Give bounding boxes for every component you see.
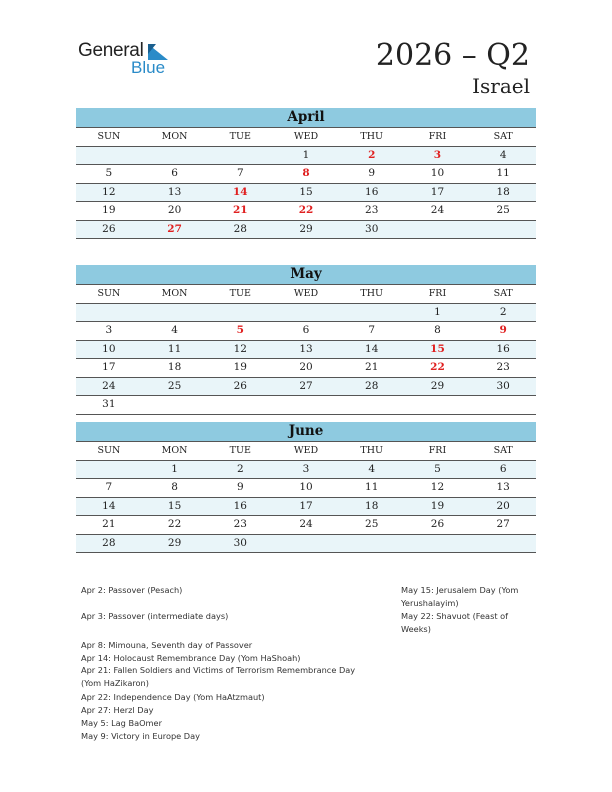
day-cell: 17 <box>299 499 313 512</box>
day-cell: 15 <box>167 499 182 512</box>
holiday-note: Yerushalayim) <box>401 598 459 608</box>
day-cell: 15 <box>299 185 313 198</box>
weekday-label: WED <box>293 131 319 142</box>
weekday-label: SAT <box>493 288 513 299</box>
day-cell <box>207 396 273 414</box>
holiday-note: Apr 3: Passover (intermediate days) <box>81 611 229 621</box>
day-cell: 29 <box>167 536 182 549</box>
holiday-date: 5 <box>236 324 244 336</box>
day-cell <box>76 461 142 479</box>
day-cell: 18 <box>365 499 379 512</box>
logo-word-blue: Blue <box>131 58 166 77</box>
day-cell: 5 <box>434 462 441 475</box>
weekday-label: TUE <box>229 131 251 142</box>
day-cell: 16 <box>496 342 510 355</box>
holiday-date: 22 <box>298 204 314 216</box>
day-cell: 7 <box>368 324 376 336</box>
day-cell: 17 <box>430 185 445 198</box>
weekday-label: THU <box>360 131 384 142</box>
month-may <box>76 265 536 415</box>
day-cell: 27 <box>496 518 510 530</box>
holiday-note: Apr 21: Fallen Soldiers and Victims of Terrorism Remembrance Day <box>81 665 356 675</box>
holiday-date: 15 <box>430 342 445 355</box>
page-title: 2026 – Q2 <box>375 38 530 73</box>
week-row <box>76 396 536 415</box>
month-june <box>76 422 536 553</box>
day-cell: 1 <box>171 462 178 475</box>
weekday-label: THU <box>360 445 384 456</box>
weekday-label: FRI <box>428 131 447 142</box>
day-cell: 6 <box>171 167 178 179</box>
holiday-date: 3 <box>433 148 442 161</box>
week-row <box>76 535 536 554</box>
week-row <box>76 202 536 221</box>
weekday-label: TUE <box>229 445 251 456</box>
day-cell: 14 <box>365 342 379 355</box>
week-row <box>76 516 536 535</box>
day-cell <box>470 396 536 414</box>
day-cell: 16 <box>233 499 247 512</box>
day-cell: 30 <box>496 379 510 392</box>
weekday-label: WED <box>293 288 319 299</box>
day-cell <box>273 396 339 414</box>
weekday-label: TUE <box>229 288 251 299</box>
day-cell: 30 <box>233 536 247 549</box>
day-cell <box>76 304 142 322</box>
week-row <box>76 479 536 498</box>
day-cell <box>339 304 405 322</box>
day-cell <box>142 147 208 165</box>
weekday-label: MON <box>161 131 188 142</box>
day-cell: 25 <box>167 379 182 392</box>
week-row <box>76 165 536 184</box>
logo-word-general: General <box>78 40 144 61</box>
week-row <box>76 147 536 166</box>
day-cell: 8 <box>434 324 441 336</box>
holiday-date: 21 <box>232 204 248 216</box>
day-cell <box>405 535 471 553</box>
holiday-note: Apr 27: Herzl Day <box>81 705 154 715</box>
month-title: June <box>76 422 536 442</box>
day-cell: 4 <box>368 462 376 475</box>
month-april <box>76 108 536 239</box>
day-cell <box>470 535 536 553</box>
day-cell: 14 <box>102 499 116 512</box>
day-cell: 11 <box>496 167 510 179</box>
week-row <box>76 304 536 323</box>
holiday-date: 22 <box>430 361 445 373</box>
day-cell: 19 <box>430 499 445 512</box>
day-cell: 4 <box>499 148 507 161</box>
week-row <box>76 498 536 517</box>
day-cell <box>273 304 339 322</box>
day-cell <box>142 304 208 322</box>
month-title: April <box>76 108 536 128</box>
day-cell <box>339 396 405 414</box>
week-row <box>76 461 536 480</box>
holiday-date: 14 <box>232 185 248 198</box>
day-cell <box>470 221 536 239</box>
day-cell: 19 <box>102 204 116 216</box>
day-cell: 29 <box>299 222 313 235</box>
weekday-label: SUN <box>97 288 121 299</box>
day-cell: 21 <box>102 518 116 530</box>
month-title: May <box>76 265 536 285</box>
day-cell <box>405 221 471 239</box>
holiday-note: Apr 14: Holocaust Remembrance Day (Yom HaShoah) <box>81 653 301 663</box>
day-cell: 2 <box>499 305 507 318</box>
day-cell <box>76 147 142 165</box>
week-row <box>76 378 536 397</box>
day-cell: 8 <box>171 481 178 493</box>
day-cell: 13 <box>299 342 313 355</box>
day-cell <box>142 396 208 414</box>
day-cell: 13 <box>167 185 182 198</box>
day-cell <box>273 535 339 553</box>
day-cell: 27 <box>299 379 313 392</box>
week-row <box>76 221 536 240</box>
day-cell: 21 <box>365 361 379 373</box>
day-cell: 1 <box>434 305 441 318</box>
holiday-date: 8 <box>302 167 310 179</box>
weekday-label: MON <box>161 445 188 456</box>
weekday-label: SUN <box>97 445 121 456</box>
day-cell: 6 <box>499 462 507 475</box>
day-cell <box>207 304 273 322</box>
day-cell: 29 <box>430 379 445 392</box>
day-cell: 18 <box>167 361 182 373</box>
day-cell: 25 <box>365 518 379 530</box>
day-cell: 13 <box>496 481 510 493</box>
day-cell: 16 <box>365 185 379 198</box>
weekday-label: SUN <box>97 131 121 142</box>
day-cell: 4 <box>171 324 178 336</box>
holiday-note: May 22: Shavuot (Feast of <box>401 611 509 621</box>
day-cell <box>405 396 471 414</box>
weekday-label: FRI <box>428 288 447 299</box>
holiday-note: May 15: Jerusalem Day (Yom <box>401 585 519 595</box>
day-cell: 7 <box>105 481 113 493</box>
day-cell: 10 <box>299 481 313 493</box>
day-cell: 23 <box>365 204 379 216</box>
day-cell: 3 <box>105 324 113 336</box>
day-cell: 20 <box>299 361 313 373</box>
day-cell: 28 <box>233 222 247 235</box>
holiday-date: 2 <box>368 148 376 161</box>
day-cell: 11 <box>167 342 182 355</box>
weekday-label: THU <box>360 288 384 299</box>
day-cell: 20 <box>167 204 182 216</box>
holiday-note: May 9: Victory in Europe Day <box>81 731 200 741</box>
day-cell: 20 <box>496 499 510 512</box>
holiday-date: 27 <box>167 222 182 235</box>
week-row <box>76 341 536 360</box>
day-cell: 19 <box>233 361 247 373</box>
weekday-label: MON <box>161 288 188 299</box>
day-cell: 24 <box>299 518 313 530</box>
day-cell: 12 <box>102 185 116 198</box>
day-cell: 18 <box>496 185 510 198</box>
day-cell: 6 <box>302 324 310 336</box>
week-row <box>76 359 536 378</box>
day-cell: 17 <box>102 361 116 373</box>
day-cell: 23 <box>496 361 510 373</box>
day-cell: 22 <box>167 518 182 530</box>
holiday-note: Apr 2: Passover (Pesach) <box>81 585 183 595</box>
holiday-note: Apr 8: Mimouna, Seventh day of Passover <box>81 640 253 650</box>
day-cell: 30 <box>365 222 379 235</box>
day-cell: 26 <box>233 379 247 392</box>
holiday-note: May 5: Lag BaOmer <box>81 718 162 728</box>
day-cell: 9 <box>236 481 244 493</box>
day-cell: 28 <box>365 379 379 392</box>
day-cell: 31 <box>102 398 116 410</box>
holiday-note: Apr 22: Independence Day (Yom HaAtzmaut) <box>81 692 265 702</box>
day-cell: 3 <box>302 462 310 475</box>
weekday-label: SAT <box>493 445 513 456</box>
day-cell: 12 <box>233 342 247 355</box>
holiday-note: (Yom HaZikaron) <box>81 678 149 688</box>
logo <box>78 40 178 80</box>
country-name: Israel <box>472 74 530 98</box>
day-cell: 23 <box>233 518 247 530</box>
day-cell: 10 <box>430 167 445 179</box>
holiday-note: Weeks) <box>401 624 431 634</box>
day-cell: 12 <box>430 481 445 493</box>
day-cell: 26 <box>430 518 445 530</box>
day-cell: 26 <box>102 222 116 235</box>
weekday-label: FRI <box>428 445 447 456</box>
week-row <box>76 184 536 203</box>
weekday-label: WED <box>293 445 319 456</box>
week-row <box>76 322 536 341</box>
day-cell: 1 <box>302 148 310 161</box>
day-cell: 2 <box>236 462 244 475</box>
day-cell: 11 <box>365 481 379 493</box>
day-cell <box>339 535 405 553</box>
day-cell: 28 <box>102 536 116 549</box>
holiday-date: 9 <box>499 324 507 336</box>
weekday-label: SAT <box>493 131 513 142</box>
weekday-header-row <box>76 128 536 147</box>
day-cell: 9 <box>368 167 376 179</box>
weekday-header-row <box>76 442 536 461</box>
weekday-header-row <box>76 285 536 304</box>
day-cell: 25 <box>496 204 510 216</box>
day-cell: 24 <box>430 204 445 216</box>
day-cell <box>207 147 273 165</box>
day-cell: 5 <box>105 167 113 179</box>
day-cell: 10 <box>102 342 116 355</box>
day-cell: 24 <box>102 379 116 392</box>
day-cell: 7 <box>236 167 244 179</box>
